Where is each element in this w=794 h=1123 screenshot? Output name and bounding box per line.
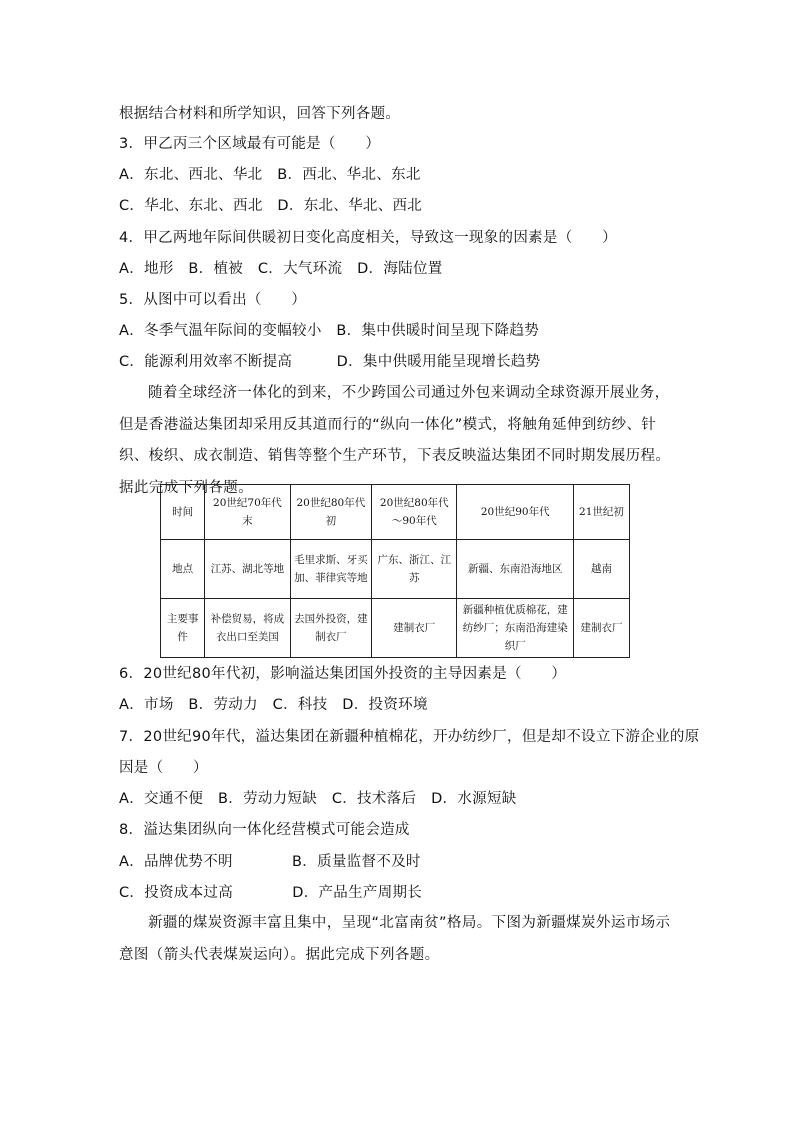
q5-options-ab: A．冬季气温年际间的变幅较小 B．集中供暖时间呈现下降趋势 [119,323,540,339]
q4-stem: 4．甲乙两地年际间供暖初日变化高度相关，导致这一现象的因素是（ ） [119,230,617,246]
q7-stem-line1: 7．20世纪90年代，溢达集团在新疆种植棉花，开办纺纱厂，但是却不设立下游企业的原 [119,729,700,745]
place-cell: 江苏、湖北等地 [205,540,290,599]
period-cell: 20世纪70年代末 [205,485,290,540]
event-cell: 新疆种植优质棉花，建纺纱厂；东南沿海建染织厂 [457,599,574,658]
place-cell: 新疆、东南沿海地区 [457,540,574,599]
q7-stem-line2: 因是（ ） [119,760,208,776]
q3-stem: 3．甲乙丙三个区域最有可能是（ ） [119,136,381,152]
q8-options-ab: A．品牌优势不明 B．质量监督不及时 [119,854,421,870]
q7-options: A．交通不便 B．劳动力短缺 C．技术落后 D．水源短缺 [119,791,517,807]
table-row-events [161,599,630,658]
event-cell: 建制衣厂 [573,599,629,658]
event-cell: 去国外投资，建制衣厂 [290,599,371,658]
q8-stem: 8．溢达集团纵向一体化经营模式可能会造成 [119,822,410,838]
row-label-events: 主要事件 [161,599,205,658]
passage-xinjiang-text: 新疆的煤炭资源丰富且集中，呈现“北富南贫”格局。下图为新疆煤炭外运市场示意图（箭头代表煤炭运向）。据此完成下列各题。 [119,915,671,963]
place-cell: 越南 [573,540,629,599]
place-cell: 毛里求斯、牙买加、菲律宾等地 [290,540,371,599]
row-label-time: 时间 [161,485,205,540]
q6-options: A．市场 B．劳动力 C．科技 D．投资环境 [119,697,428,713]
place-cell: 广东、浙江、江苏 [372,540,457,599]
event-cell: 建制衣厂 [372,599,457,658]
table-row-time [161,485,630,540]
q6-stem: 6．20世纪80年代初，影响溢达集团国外投资的主导因素是（ ） [119,666,567,682]
event-cell: 补偿贸易，将成衣出口至美国 [205,599,290,658]
period-cell: 20世纪80年代～90年代 [372,485,457,540]
q3-options-cd: C．华北、东北、西北 D．东北、华北、西北 [119,198,423,214]
table-row-place [161,540,630,599]
passage-esquel-text: 随着全球经济一体化的到来，不少跨国公司通过外包来调动全球资源开展业务，但是香港溢达集团却采用反其道而行的“纵向一体化”模式，将触角延伸到纺纱、针织、梭织、成衣制造、销售等整个生产环节，下表反映溢达集团不同时期发展历程。据此完成下列各题。 [119,385,671,496]
q3-options-ab: A．东北、西北、华北 B．西北、华北、东北 [119,167,421,183]
period-cell: 20世纪90年代 [457,485,574,540]
period-cell: 21世纪初 [573,485,629,540]
period-cell: 20世纪80年代初 [290,485,371,540]
q5-stem: 5．从图中可以看出（ ） [119,292,307,308]
development-history-table [160,484,630,658]
intro-text: 根据结合材料和所学知识，回答下列各题。 [119,106,401,122]
q8-options-cd: C．投资成本过高 D．产品生产周期长 [119,885,423,901]
q4-options: A．地形 B．植被 C．大气环流 D．海陆位置 [119,261,443,277]
q5-options-cd: C．能源利用效率不断提高 D．集中供暖用能呈现增长趋势 [119,354,541,370]
passage-xinjiang-coal [119,908,681,971]
row-label-place: 地点 [161,540,205,599]
